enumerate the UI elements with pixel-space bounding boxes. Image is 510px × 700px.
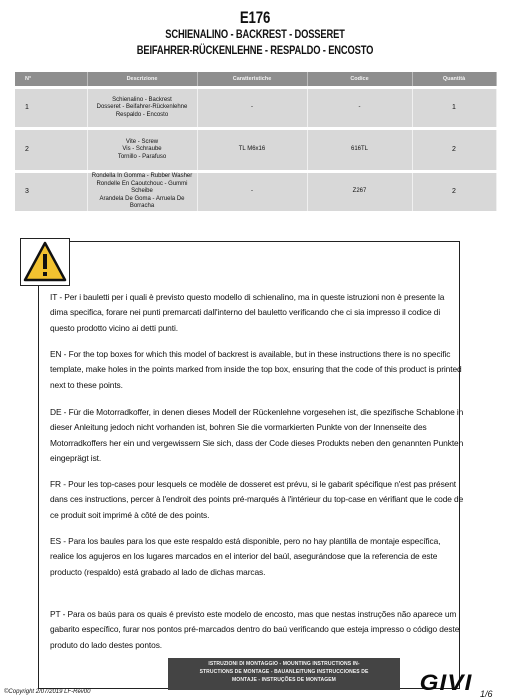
cell-number: 1 (15, 89, 87, 127)
cell-code: Z267 (307, 173, 412, 211)
table-row (15, 173, 496, 211)
copyright: ©Copyright 2/07/2019 LF-Rev00 (4, 689, 91, 695)
footer-strip-line-2: STRUCTIONS DE MONTAGE - BAUANLEITUNG INSTRUCCIONES DE (199, 669, 369, 675)
instruction-pt: PT - Para os baús para os quais é previsto este modelo de encosto, mas que nestas instruções não aparece um gabarito específico, furar nos pontos pré-marcados dentro do baú verificando que esteja impresso o código deste produto do lado destes pontos. (50, 609, 460, 650)
col-header-number: N° (15, 72, 87, 86)
cell-number: 2 (15, 130, 87, 170)
cell-quantity: 1 (412, 89, 496, 127)
instruction-de: DE - Für die Motorradkoffer, in denen dieses Modell der Rückenlehne vorgesehen ist, die spezifische Schablone in dieser Anleitung jedoch nicht vorhanden ist, bohren Sie die vormarkierten Punkte von der Innenseite des Motorradkoffers her ein und vergewissern Sie sich, dass der Code dieses Produkts neben den genannten Punkten eingeprägt ist. (50, 407, 464, 464)
parts-table (15, 72, 497, 211)
desc-line: Tornillo - Parafuso (117, 153, 167, 160)
cell-description (87, 89, 197, 127)
page-number: 1/6 (480, 689, 493, 699)
footer-strip-line-1: ISTRUZIONI DI MONTAGGIO - MOUNTING INSTRUCTIONS IN- (208, 661, 360, 667)
instruction-es: ES - Para los baules para los que este respaldo está disponible, pero no hay plantilla de montaje específica, realice los agujeros en los lugares marcados en el interior del baúl, asegurándose que la referencia de este producto (respaldo) está grabado al lado de dichas marcas. (50, 536, 441, 577)
title-line-2: BEIFAHRER-RÜCKENLEHNE - RESPALDO - ENCOSTO (136, 43, 374, 57)
warning-icon (20, 238, 70, 286)
cell-description (87, 173, 197, 211)
footer-strip-line-3: MONTAJE - INSTRUÇÕES DE MONTAGEM (232, 677, 336, 683)
col-header-description: Descrizione (87, 72, 197, 86)
cell-quantity: 2 (412, 173, 496, 211)
instruction-it: IT - Per i bauletti per i quali è previsto questo modello di schienalino, ma in queste istruzioni non è presente la dima specifica, forare nei punti premarcati dall'interno del bauletto verificando che ci sia impresso il codice di questo prodotto vicino ai detti punti. (50, 292, 445, 333)
col-header-specs: Caratteristiche (197, 72, 307, 86)
desc-line: Vite - Screw (125, 138, 159, 145)
product-code: E176 (239, 8, 271, 27)
desc-line: Arandela De Goma - Arruela De Borracha (99, 195, 185, 210)
cell-specs: - (197, 89, 307, 127)
table-row (15, 130, 496, 170)
cell-specs: - (197, 173, 307, 211)
col-header-code: Codice (307, 72, 412, 86)
cell-description (87, 130, 197, 170)
footer-strip (168, 658, 400, 690)
cell-code: 616TL (307, 130, 412, 170)
cell-specs: TL M6x16 (197, 130, 307, 170)
instruction-fr: FR - Pour les top-cases pour lesquels ce modèle de dosseret est prévu, si le gabarit spécifique n'est pas présent dans ces instructions, percer à l'endroit des points pré-marqués à l'intérieur du top-case en vérifiant que le code de ce produit soit imprimé à côté de des points. (50, 479, 464, 520)
cell-number: 3 (15, 173, 87, 211)
desc-line: Dosseret - Beifahrer-Rückenlehne (96, 104, 188, 111)
desc-line: Schienalino - Backrest (112, 96, 172, 103)
cell-code: - (307, 89, 412, 127)
desc-line: Vis - Schraube (122, 146, 162, 153)
desc-line: Rondella In Gomma - Rubber Washer (91, 173, 193, 180)
instruction-en: EN - For the top boxes for which this model of backrest is available, but in these instructions there is no specific template, make holes in the points marked from inside the top box, ensuring that the code of this product is printed next to these points. (50, 349, 462, 390)
table-row (15, 89, 496, 127)
desc-line: Rondelle En Caoutchouc - Gummi Scheibe (96, 180, 188, 195)
desc-line: Respaldo - Encosto (115, 111, 169, 118)
col-header-quantity: Quantità (412, 72, 496, 86)
cell-quantity: 2 (412, 130, 496, 170)
givi-logo: GIVI (419, 670, 473, 695)
title-line-1: SCHIENALINO - BACKREST - DOSSERET (165, 27, 345, 41)
